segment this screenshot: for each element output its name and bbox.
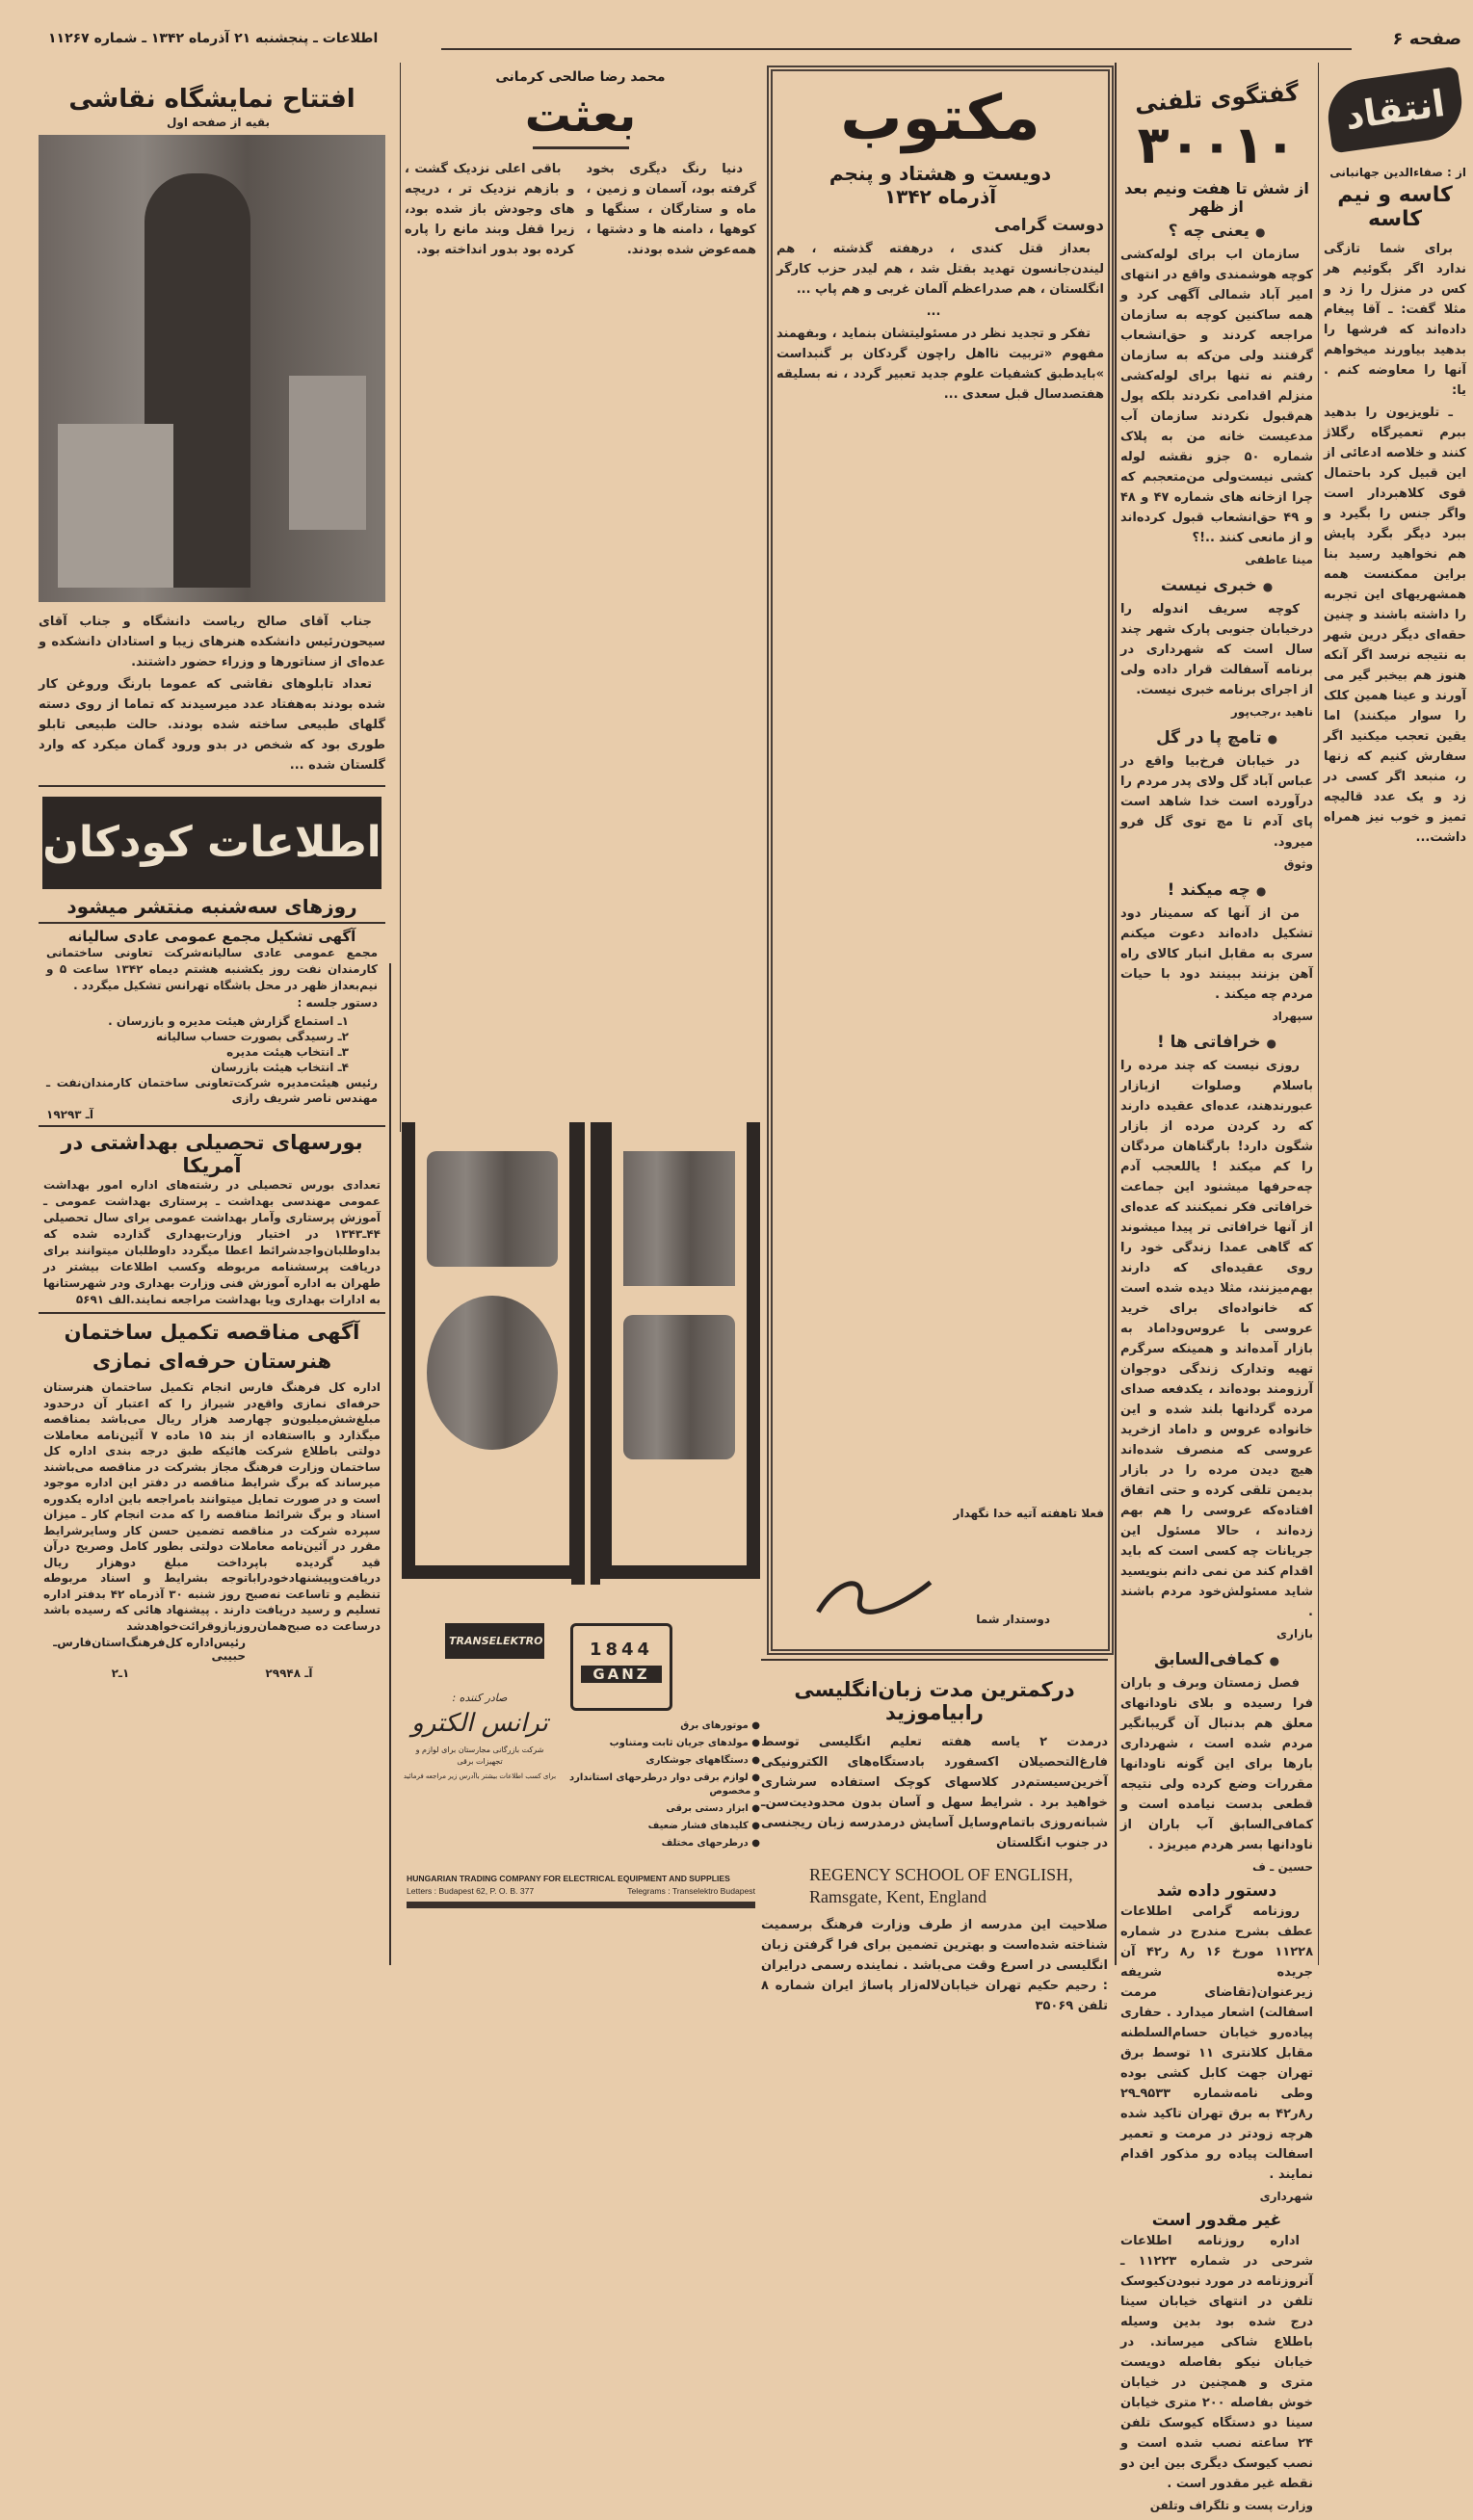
column-divider xyxy=(1318,63,1319,1965)
product-frame xyxy=(402,1122,583,1579)
enteghad-body xyxy=(1324,239,1466,848)
item-body: سازمان اب برای لوله‌کشی کوچه هوشمندی واقع در انتهای امیر آباد شمالی آگهی کرد و همه ساکنین کوچه به سازمان مراجعه کردند و حق‌انشعاب گرفتند ولی من‌که به سازمان رفتم نه تنها برای لوله‌کشی منزلم اقدامی نکردند بلکه پول هم‌قبول نکردند سازمان آب مدعیست خانه من به پلاک شماره ۵۰ جزو نقشه لوله کشی نیست‌ولی من‌متعجبم که چرا ازخانه های شماره ۴۷ و ۴۸ و ۴۹ حق‌انشعاب قبول کرده‌اند و از مانعی کنند ..!؟ xyxy=(1120,248,1313,545)
maktub-signoff: دوستدار شما xyxy=(976,1613,1050,1626)
besat-body-right xyxy=(587,159,757,1026)
item-body: روزی نیست که چند مرده را باسلام وصلوات ازبازار عبورندهند، عده‌ای عقیده دارند که رد کردن مرده از بازار شگون دارد! بارگناهان مردگان را کم میکند ! یاللعجب آدم چه‌حرفها میشنود این جماعت خرافاتی فکر نمیکنند که عده‌ای از آنها خرافاتی تر پیدا میشوند که گاهی عمدا زندگی خود را روی عقیده‌ای که دارند بهم‌میزنند، مثلا دیده شده است که خانواده‌ای برای خرید عروسی با عروس‌وداماد به بازار آمده‌اند و همینکه سرگرم تهیه وتدارک زندگی دوجوان آرزومند بوده‌اند ، یکدفعه صدای مرده گردانها بلند شده و این خانواده عروس و داماد ازخرید عروسی که منصرف شده‌اند هیچ دیدن مرده را در بازار بدیمن تلقی کرده و حتی اتفاق افتاده‌که عروسی را هم بهم زده‌اند ، حالا مسئول این جریانات چه کسی است که باید اقدام کند من نمی دانم بنویسید شاید مسئولش‌خود مردم باشند . xyxy=(1120,1059,1313,1619)
item-body: در خیابان فرخ‌بیا واقع در عباس آباد گل ولای پدر مردم را درآورده است خدا شاهد است پای آدم تا مچ توی گل فرو میرود. xyxy=(1120,754,1313,850)
exporter-note: برای کسب اطلاعات بیشتر باآدرس زیر مراجعه فرمائید xyxy=(403,1772,557,1780)
besat-author: محمد رضا صالحی کرمانی xyxy=(495,69,666,85)
divider xyxy=(761,1659,1108,1661)
item-title: ● خرافاتی ها ! xyxy=(1120,1033,1313,1054)
maktub-number: دویست و هشتاد و پنجم xyxy=(829,162,1052,185)
item-title: ● چه میکند ! xyxy=(1120,880,1313,902)
signature-icon xyxy=(807,1558,939,1627)
product-item: ● موتورهای برق xyxy=(567,1719,760,1733)
english-school-ad xyxy=(761,1659,1108,2016)
column-divider xyxy=(389,963,391,1965)
product-item: ● ابزار دستی برقی xyxy=(567,1802,760,1816)
paragraph: تفکر و تجدید نظر در مسئولیتشان بنماید ، وبفهمند مفهوم «تربیت نااهل راچون گردکان بر گنبداست »بایدطبق کشفیات علوم جدید تعبیر گردد ، نه بسلیقه هفتصدسال قبل سعدی ... xyxy=(776,327,1104,402)
product-list xyxy=(567,1719,760,1854)
ad-bottom-rule xyxy=(407,1902,755,1908)
painting-image xyxy=(289,376,366,530)
enteghad-title: کاسه و نیم کاسه xyxy=(1337,183,1453,231)
left-column xyxy=(39,85,385,1680)
product-item: ● دستگاههای جوشکاری xyxy=(567,1754,760,1768)
exporter-block xyxy=(402,1691,558,1782)
ganz-ad xyxy=(402,1122,760,1869)
notice-signer: رئیس هیئت‌مدیره شرکت‌تعاونی ساختمان کارمندان‌نفت ـ مهندس ناصر شریف رازی xyxy=(46,1076,378,1105)
item-sign: وثوق xyxy=(1283,857,1313,871)
exhibit-title: افتتاح نمایشگاه نقاشی xyxy=(68,85,355,114)
letters-en: Letters : Budapest 62, P. O. B. 377 xyxy=(407,1886,535,1896)
phone-column xyxy=(1120,67,1313,2520)
divider xyxy=(39,1125,385,1127)
item-title: ● خبری نیست xyxy=(1120,576,1313,597)
ad-title: درکمترین مدت زبان‌انگلیسی رابیاموزید xyxy=(794,1678,1075,1724)
kids-ad-subtitle: روزهای سه‌شنبه منتشر میشود xyxy=(66,895,357,918)
maktub-date: آذرماه ۱۳۴۲ xyxy=(883,185,997,208)
notice-body: تعدادی بورس تحصیلی در رشته‌های اداره امور بهداشت عمومی مهندسی بهداشت ـ پرستاری بهداشت عمومی ـ آموزش پرستاری وآمار بهداشت عمومی برای سال تحصیلی ۴۴ـ۱۳۴۳ در اختیار وزارت‌بهداری گذارده شده که بداوطلبان‌واجدشرائط اعطا میگردد داوطلبان میتوانند برای دریافت پرسشنامه مربوطه وکسب اطلاعات بیشتر در طهران به اداره آموزش فنی وزارت بهداری ودر شهرستانها به ادارات بهداری ویا بهداشت مراجعه نمایند.الف ۵۶۹۱ xyxy=(43,1178,381,1306)
paragraph: تعداد تابلوهای نقاشی که عموما بارنگ وروغن کار شده بودند به‌هفتاد عدد میرسیدند که تماما از روی دسته گلهای طبیعی ساخته شده بودند. حالت طبیعی تابلو طوری بود که شخص در بدو ورود گمان میکرد که وارد گلستان شده ... xyxy=(39,677,385,773)
besat-title: بعثت xyxy=(524,89,637,143)
maktub-closing: فعلا تاهفته آتیه خدا نگهدار xyxy=(953,1507,1104,1520)
item-sign: مینا عاطفی xyxy=(1245,553,1313,566)
notice-body: مجمع عمومی عادی سالیانه‌شرکت تعاونی ساختمانی کارمندان نفت روز یکشنبه هشتم دیماه ۱۳۴۲ ساعت ۵ و نیم‌بعداز ظهر در محل باشگاه تهرانس تشکیل میگردد . xyxy=(46,946,379,992)
item-body: فصل زمستان وبرف و باران فرا رسیده و بلای ناودانهای معلق هم بدنبال آن گریبانگیر مردم شده است ، شهرداری بارها برای این گونه ناودانها مقررات وضع کرده ولی نتیجه قطعی بدست نیامده است و کمافی‌السابق آب باران از ناودانها بسر هردم میریزد . xyxy=(1120,1676,1313,1852)
notice-title: آگهی تشکیل مجمع عمومی عادی سالیانه xyxy=(67,928,356,945)
divider xyxy=(39,1312,385,1314)
agenda-label: دستور جلسه : xyxy=(297,996,378,1010)
item-sign: سپهراد xyxy=(1272,1010,1313,1023)
notice-code: آـ ۲۹۹۴۸ xyxy=(265,1667,313,1680)
item-body: کوچه سریف اندوله را درخیابان جنوبی پارک شهر چند سال است که شهرداری در برنامه آسفالت قرار داده ولی از اجرای برنامه خبری نیست. xyxy=(1120,602,1313,697)
motor-image xyxy=(427,1151,558,1267)
paragraph: برای شما تازگی ندارد اگر بگوئیم هر کس در منزل را زد و مثلا گفت: ـ آقا پیغام داده‌اند که فرشها را بدهید بیاورند میخواهم آنها را معاوضه کنم . یا: xyxy=(1324,242,1466,398)
exporter-desc: شرکت بازرگانی مجارستان برای لوازم و تجهیزات برقی xyxy=(415,1746,544,1766)
enteghad-author: از : صفاءالدین جهانبانی xyxy=(1329,166,1466,179)
phone-kicker: گفتگوی تلفنی xyxy=(1133,79,1301,118)
assembly-notice xyxy=(39,928,385,1121)
notice-signer: رئیس‌اداره کل‌فرهنگ‌استان‌فارس‌ـ حبیبی xyxy=(53,1636,246,1663)
reply-sign: شهرداری xyxy=(1259,2190,1313,2203)
product-frame xyxy=(598,1122,760,1579)
school-name: REGENCY SCHOOL OF ENGLISH, xyxy=(809,1865,1073,1884)
maktub-body xyxy=(776,239,1104,1491)
maktub-title: مکتوب xyxy=(840,83,1040,154)
maktub-salutation: دوست گرامی xyxy=(994,216,1104,235)
enteghad-column xyxy=(1324,67,1466,850)
item-title: ● تامچ پا در گل xyxy=(1120,728,1313,749)
reply-title: دستور داده شد xyxy=(1156,1881,1277,1901)
exhibit-continued: بقیه از صفحه اول xyxy=(166,116,270,129)
reply-body: اداره روزنامه اطلاعات شرحی در شماره ۱۱۲۲۳ ـ آنروزنامه در مورد نبودن‌کیوسک تلفن در انتهای خیابان سینا درج شده بود بدین وسیله باطلاع شاکی میرساند. در خیابان نیکو بفاصله دویست متری و همچنین در خیابان خوش بفاصله ۲۰۰ متری خیابان سینا دو دستگاه کیوسک تلفن ۲۴ ساعته نصب شده است و نصب کیوسک دیگری بین این دو نقطه غیر مقدور است . xyxy=(1120,2234,1313,2491)
frame-bar xyxy=(571,1122,585,1585)
company-en: HUNGARIAN TRADING COMPANY FOR ELECTRICAL EQUIPMENT AND SUPPLIES xyxy=(407,1874,730,1883)
product-item: ● درطرحهای مختلف xyxy=(567,1837,760,1851)
item-sign: بازاری xyxy=(1276,1627,1313,1641)
paragraph: جناب آقای صالح ریاست دانشگاه و جناب آقای سیحون‌رئیس دانشکده هنرهای زیبا و استادان دانشکده و عده‌ای از سناتورها و وزراء حضور داشتند. xyxy=(39,615,385,669)
telegrams-en: Telegrams : Transelektro Budapest xyxy=(627,1886,755,1896)
drill-image xyxy=(623,1315,735,1459)
notice-code: آـ ۱۹۲۹۳ xyxy=(46,1108,94,1121)
maktub-signature xyxy=(807,1558,939,1631)
besat-article xyxy=(405,69,756,1026)
besat-body-left xyxy=(405,159,575,1026)
ganz-contacts xyxy=(407,1885,755,1898)
title-rule xyxy=(533,146,629,149)
agenda-item: ۲ـ رسیدگی بصورت حساب سالیانه xyxy=(155,1030,349,1043)
agenda-item: ۱ـ استماع گزارش هیئت مدیره و بازرسان . xyxy=(108,1014,349,1028)
item-sign: ناهید ،رجب‌پور xyxy=(1230,705,1313,719)
motor-image xyxy=(427,1296,558,1450)
paragraph: بعداز قتل کندی ، درهفته گذشته ، هم لیندن‌جانسون تهدید بقتل شد ، هم لیدر حزب کارگر انگلستان ، هم صدراعظم آلمان غربی و هم پاپ ... xyxy=(776,242,1104,297)
school-address: Ramsgate, Kent, England xyxy=(809,1887,986,1906)
page-number: صفحه ۶ xyxy=(1392,29,1461,49)
exporter-label: صادر کننده : xyxy=(452,1692,508,1704)
reply-title: غیر مقدور است xyxy=(1151,2211,1282,2230)
ganz-name: GANZ xyxy=(581,1666,662,1683)
enteghad-logo: انتقاد xyxy=(1324,66,1467,154)
ganz-footer xyxy=(407,1873,755,1908)
exhibition-photo xyxy=(39,135,385,602)
header-rule xyxy=(441,48,1352,50)
divider xyxy=(39,785,385,787)
exporter-name: ترانس الکترو xyxy=(411,1709,548,1738)
maktub-box xyxy=(767,66,1114,1655)
ganz-logo xyxy=(570,1623,672,1711)
product-item: ● مولدهای جریان ثابت ومتناوب xyxy=(567,1737,760,1750)
notice-title: آگهی مناقصه تکمیل ساختمان هنرستان حرفه‌ای نمازی xyxy=(64,1321,360,1373)
painting-image xyxy=(58,424,173,588)
kids-ad-banner: اطلاعات کودکان xyxy=(42,797,381,889)
column-divider xyxy=(1115,63,1117,1965)
notice-body: اداره کل فرهنگ فارس انجام تکمیل ساختمان هنرستان حرفه‌ای نمازی واقع‌در شیراز را که اعتبار آن درحدود مبلغ‌شش‌میلیون‌و چهارصد هزار ریال می‌باشد بمناقصه میگذارد و بااستفاده از بند ۱۵ ماده ۷ آئین‌نامه معاملات دولتی باطلاع شرکت هائیکه طبق درجه بندی اداره کل ساختمان وزارت فرهنگ مجاز بشرکت در مناقصه می‌باشند میرساند که برگ شرایط مناقصه در دفتر این اداره موجود است و در صورت تمایل میتوانند بامراجعه باین اداره یکدوره اسناد و برگ شرائط مناقصه را که مدت انجام کار ـ میزان سپرده شرکت در مناقصه تضمین حسن کار وسایرشرایط مقرر در آئین‌نامه معاملات دولتی بطور کامل وصریح درآن قید گردیده باپرداخت مبلغ دوهزار ریال دریافت‌وپیشنهادخودراباتوجه بشرایط و اسناد مربوطه تنظیم و تاساعت نه‌صبح روز شنبه ۳۰ آذرماه ۴۲ بدفتر اداره تسلیم و رسید دریافت دارند . پیشنهاد هائی که رسیده باشد درساعت ده صبح‌همان‌روزبازوقرائت‌خواهدشد xyxy=(43,1380,381,1633)
product-item: ● کلیدهای فشار ضعیف xyxy=(567,1820,760,1833)
item-title: ● کمافی‌السابق xyxy=(1120,1650,1313,1671)
paragraph: ـ تلویزیون را بدهید ببرم تعمیرگاه رگلاژ کنند و خلاصه ادعائی از این قبیل کرد باحتمال قوی کلاهبردار است واگر جنس را بگیرد و ببرد دیگر بگرد پایش هم نخواهید رسید بنا براین ممکنست همه همشهریهای این تجربه را داشته باشند و چنین حقه‌ای دیگر درین شهر به نتیجه نرسد اگر آنکه هنوز هم بیخبر گیر می آورند و عینا همین کلک را سوار میکنند) اما یقین تعجب میکنید اگر سفارش کنیم که زنها ر، منبعد اگر کسی در زد و یک عدد قالیچه تمیز و خوب نیز همراه داشت... xyxy=(1324,406,1466,845)
ad-body-2: صلاحیت این مدرسه از طرف وزارت فرهنگ برسمیت شناخته شده‌است و بهترین تضمین برای فرا گرفتن زبان انگلیسی در اسرع وقت می‌باشد . نماینده رسمی درایران : رحیم حکیم تهران خیابان‌لاله‌زار پاساژ ایران شماره ۸ تلفن ۳۵۰۶۹ xyxy=(761,1918,1108,2013)
paragraph: دنیا رنگ دیگری بخود گرفته بود، آسمان و زمین ، ماه و ستارگان ، سنگها و کوهها ، دامنه ها و دشتها ، همه‌عوض شده بودند. xyxy=(586,162,756,257)
bourse-notice xyxy=(39,1131,385,1308)
agenda-list xyxy=(46,1013,378,1075)
phone-number: ۳۰۰۱۰ xyxy=(1137,115,1297,175)
exhibition-article xyxy=(39,85,385,775)
item-body: من از آنها که سمینار دود تشکیل داده‌اند دعوت میکنم سری به مقابل انبار کالای راه آهن بزنند ببینند دود با حیات مردم چه میکند . xyxy=(1120,906,1313,1002)
phone-hours: از شش تا هفت ونیم بعد از ظهر xyxy=(1124,179,1309,216)
ganz-year: 1844 xyxy=(589,1640,654,1660)
agenda-item: ۳ـ انتخاب هیئت مدیره xyxy=(226,1045,349,1059)
reply-body: روزنامه گرامی اطلاعات عطف بشرح مندرج در شماره ۱۱۲۲۸ مورخ ۱۶ ر۸ ر۴۲ آن جریده شریفه زیرعنوان(تقاضای مرمت اسفالت) اشعار میدارد . حفاری پیاده‌رو خیابان حسام‌السلطنه مقابل کلانتری ۱۱ توسط برق تهران جهت کابل کشی بوده وطی نامه‌شماره ۹۵۳۳ـ۲۹ ر۸ر۴۲ به برق تهران تاکید شده هرچه زودتر در مرمت و تعمیر اسفالت پیاده رو مذکور اقدام نمایند . xyxy=(1120,1904,1314,2182)
paragraph: ... xyxy=(926,304,941,319)
item-title: ● یعنی چه ؟ xyxy=(1120,222,1313,243)
exhibit-body xyxy=(39,612,385,775)
item-sign: حسین ـ ف xyxy=(1252,1860,1313,1874)
paragraph: باقی اعلی نزدیک گشت ، و بازهم نزدیک تر ، دریچه های وجودش باز شده بود، زیرا قفل وبند مانع را پاره کرده بود بدور انداخته بود. xyxy=(405,162,575,257)
masthead-line: اطلاعات ـ پنجشنبه ۲۱ آذرماه ۱۳۴۲ ـ شماره ۱۱۲۶۷ xyxy=(48,31,379,46)
ad-body: درمدت ۲ یاسه هفته تعلیم انگلیسی توسط فارغ‌التحصیلان اکسفورد بادستگاه‌های الکترونیکی آخرین‌سیستم‌در کلاسهای کوچک استفاده سرشاری خواهید برد . شرایط سهل و آسان بدون محدودیت‌سن‌ـ شبانه‌روزی باتمام‌وسایل آسایش درمدرسه زبان ریجنسی در جنوب انگلستان xyxy=(761,1735,1108,1851)
generator-image xyxy=(623,1151,735,1286)
divider xyxy=(39,922,385,924)
product-item: ● لوازم برقی دوار درطرحهای استاندارد و مخصوص xyxy=(567,1772,760,1798)
column-divider xyxy=(400,63,401,1132)
reply-sign: وزارت پست و تلگراف وتلفن xyxy=(1149,2499,1313,2512)
agenda-item: ۴ـ انتخاب هیئت بازرسان xyxy=(211,1061,349,1074)
tender-notice xyxy=(39,1318,385,1680)
phone-items xyxy=(1120,222,1313,2516)
notice-title: بورسهای تحصیلی بهداشتی در آمریکا xyxy=(61,1131,363,1177)
transelektro-logo: TRANSELEKTRO xyxy=(445,1623,544,1659)
notice-issue: ۱ـ۲ xyxy=(111,1667,130,1680)
